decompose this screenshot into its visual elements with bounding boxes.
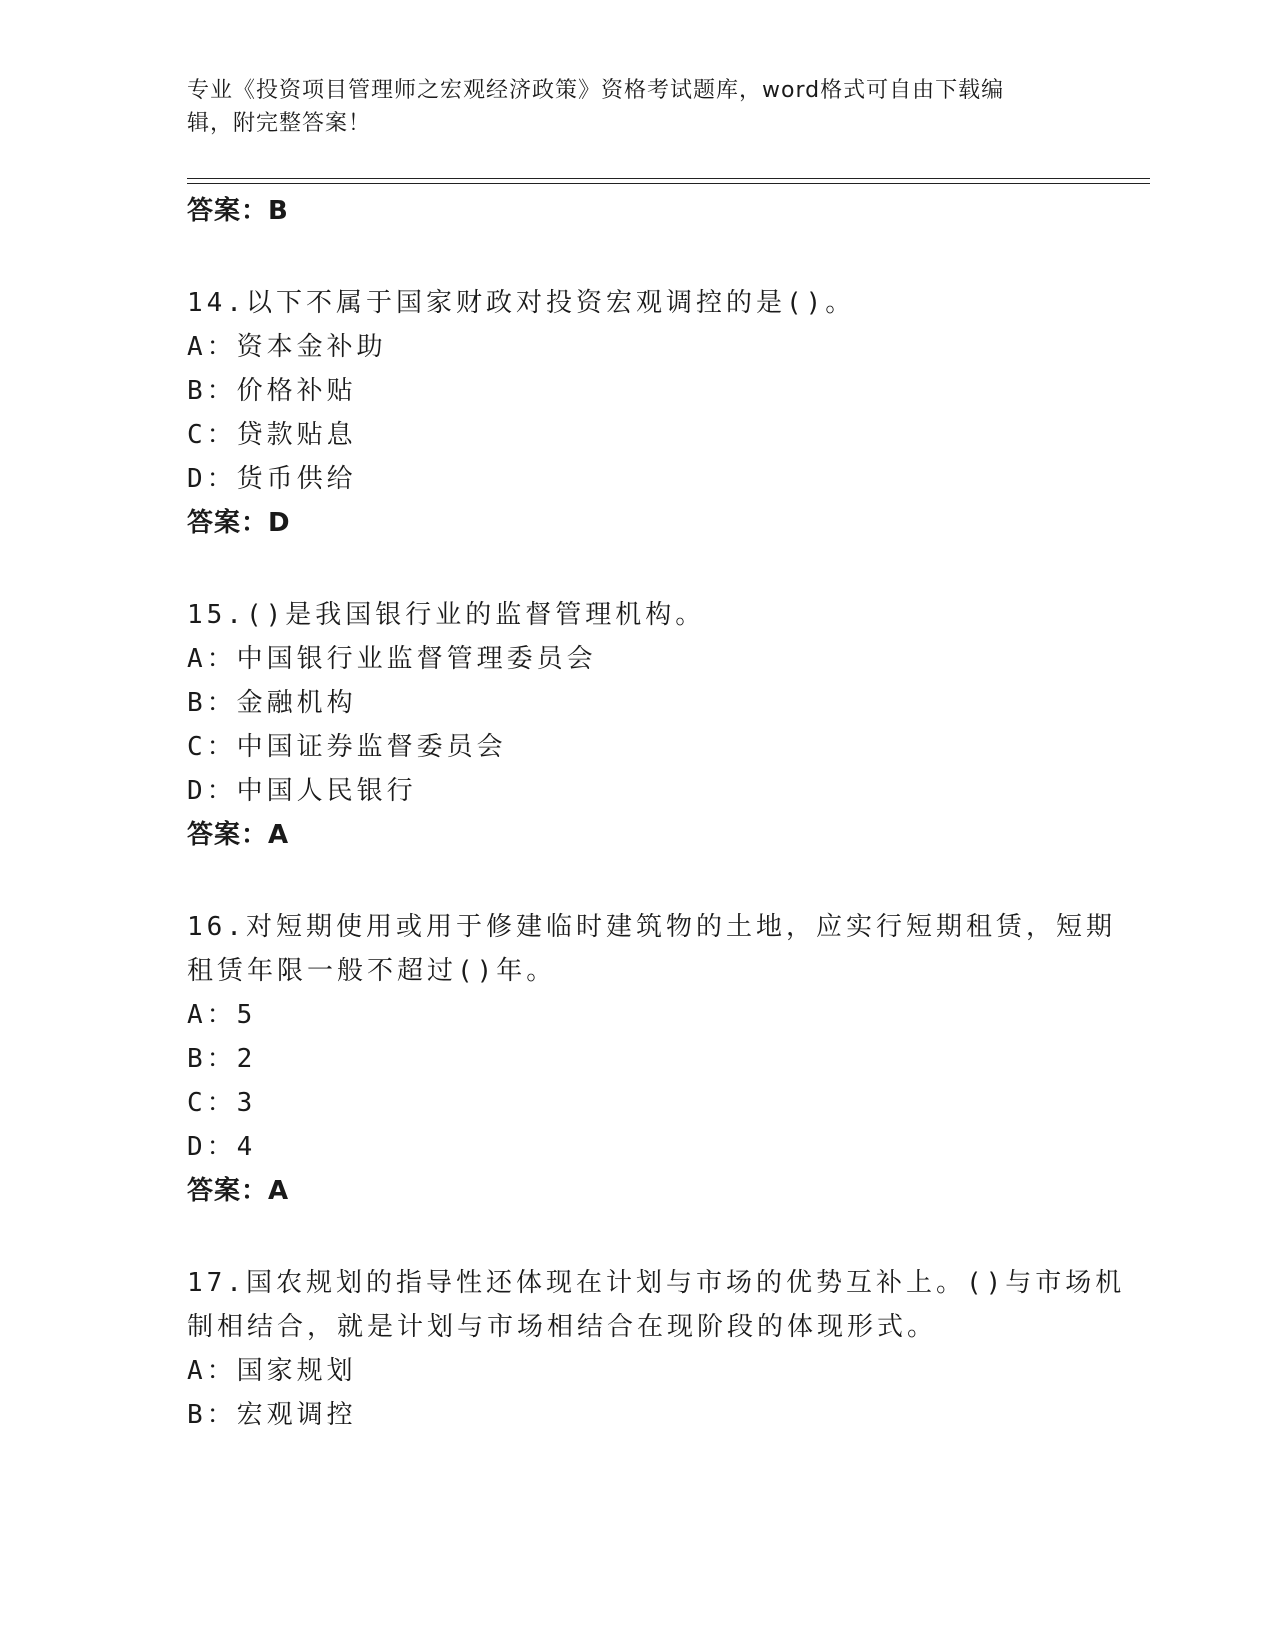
header-line-2: 辑，附完整答案！ — [187, 111, 372, 136]
question-15-option-a: A：中国银行业监督管理委员会 — [187, 644, 597, 674]
question-14-option-c: C：贷款贴息 — [187, 420, 357, 450]
header-divider-bottom — [187, 183, 1150, 184]
question-15-option-b: B：金融机构 — [187, 688, 357, 718]
question-14-option-d: D：货币供给 — [187, 464, 357, 494]
question-15-option-c: C：中国证券监督委员会 — [187, 732, 507, 762]
answer-13: 答案：B — [187, 196, 289, 226]
question-17-option-a: A：国家规划 — [187, 1356, 357, 1386]
question-17-text-line-1: 17.国农规划的指导性还体现在计划与市场的优势互补上。()与市场机 — [187, 1268, 1126, 1298]
question-16-text-line-2: 租赁年限一般不超过()年。 — [187, 956, 557, 986]
answer-15: 答案：A — [187, 820, 290, 850]
question-16-option-c: C：3 — [187, 1088, 257, 1118]
question-16-option-a: A：5 — [187, 1000, 257, 1030]
question-14-option-a: A：资本金补助 — [187, 332, 387, 362]
question-14-option-b: B：价格补贴 — [187, 376, 357, 406]
answer-16: 答案：A — [187, 1176, 290, 1206]
question-15-text: 15.()是我国银行业的监督管理机构。 — [187, 600, 706, 630]
question-17-option-b: B：宏观调控 — [187, 1400, 357, 1430]
question-14-text: 14.以下不属于国家财政对投资宏观调控的是()。 — [187, 288, 856, 318]
question-16-option-b: B：2 — [187, 1044, 257, 1074]
header-line-1: 专业《投资项目管理师之宏观经济政策》资格考试题库，word格式可自由下载编 — [187, 78, 1005, 103]
document-header — [187, 74, 1087, 140]
question-16-text-line-1: 16.对短期使用或用于修建临时建筑物的土地，应实行短期租赁，短期 — [187, 912, 1116, 942]
question-15-option-d: D：中国人民银行 — [187, 776, 417, 806]
header-divider-top — [187, 178, 1150, 179]
question-16-option-d: D：4 — [187, 1132, 257, 1162]
question-17-text-line-2: 制相结合，就是计划与市场相结合在现阶段的体现形式。 — [187, 1312, 938, 1342]
answer-14: 答案：D — [187, 508, 291, 538]
